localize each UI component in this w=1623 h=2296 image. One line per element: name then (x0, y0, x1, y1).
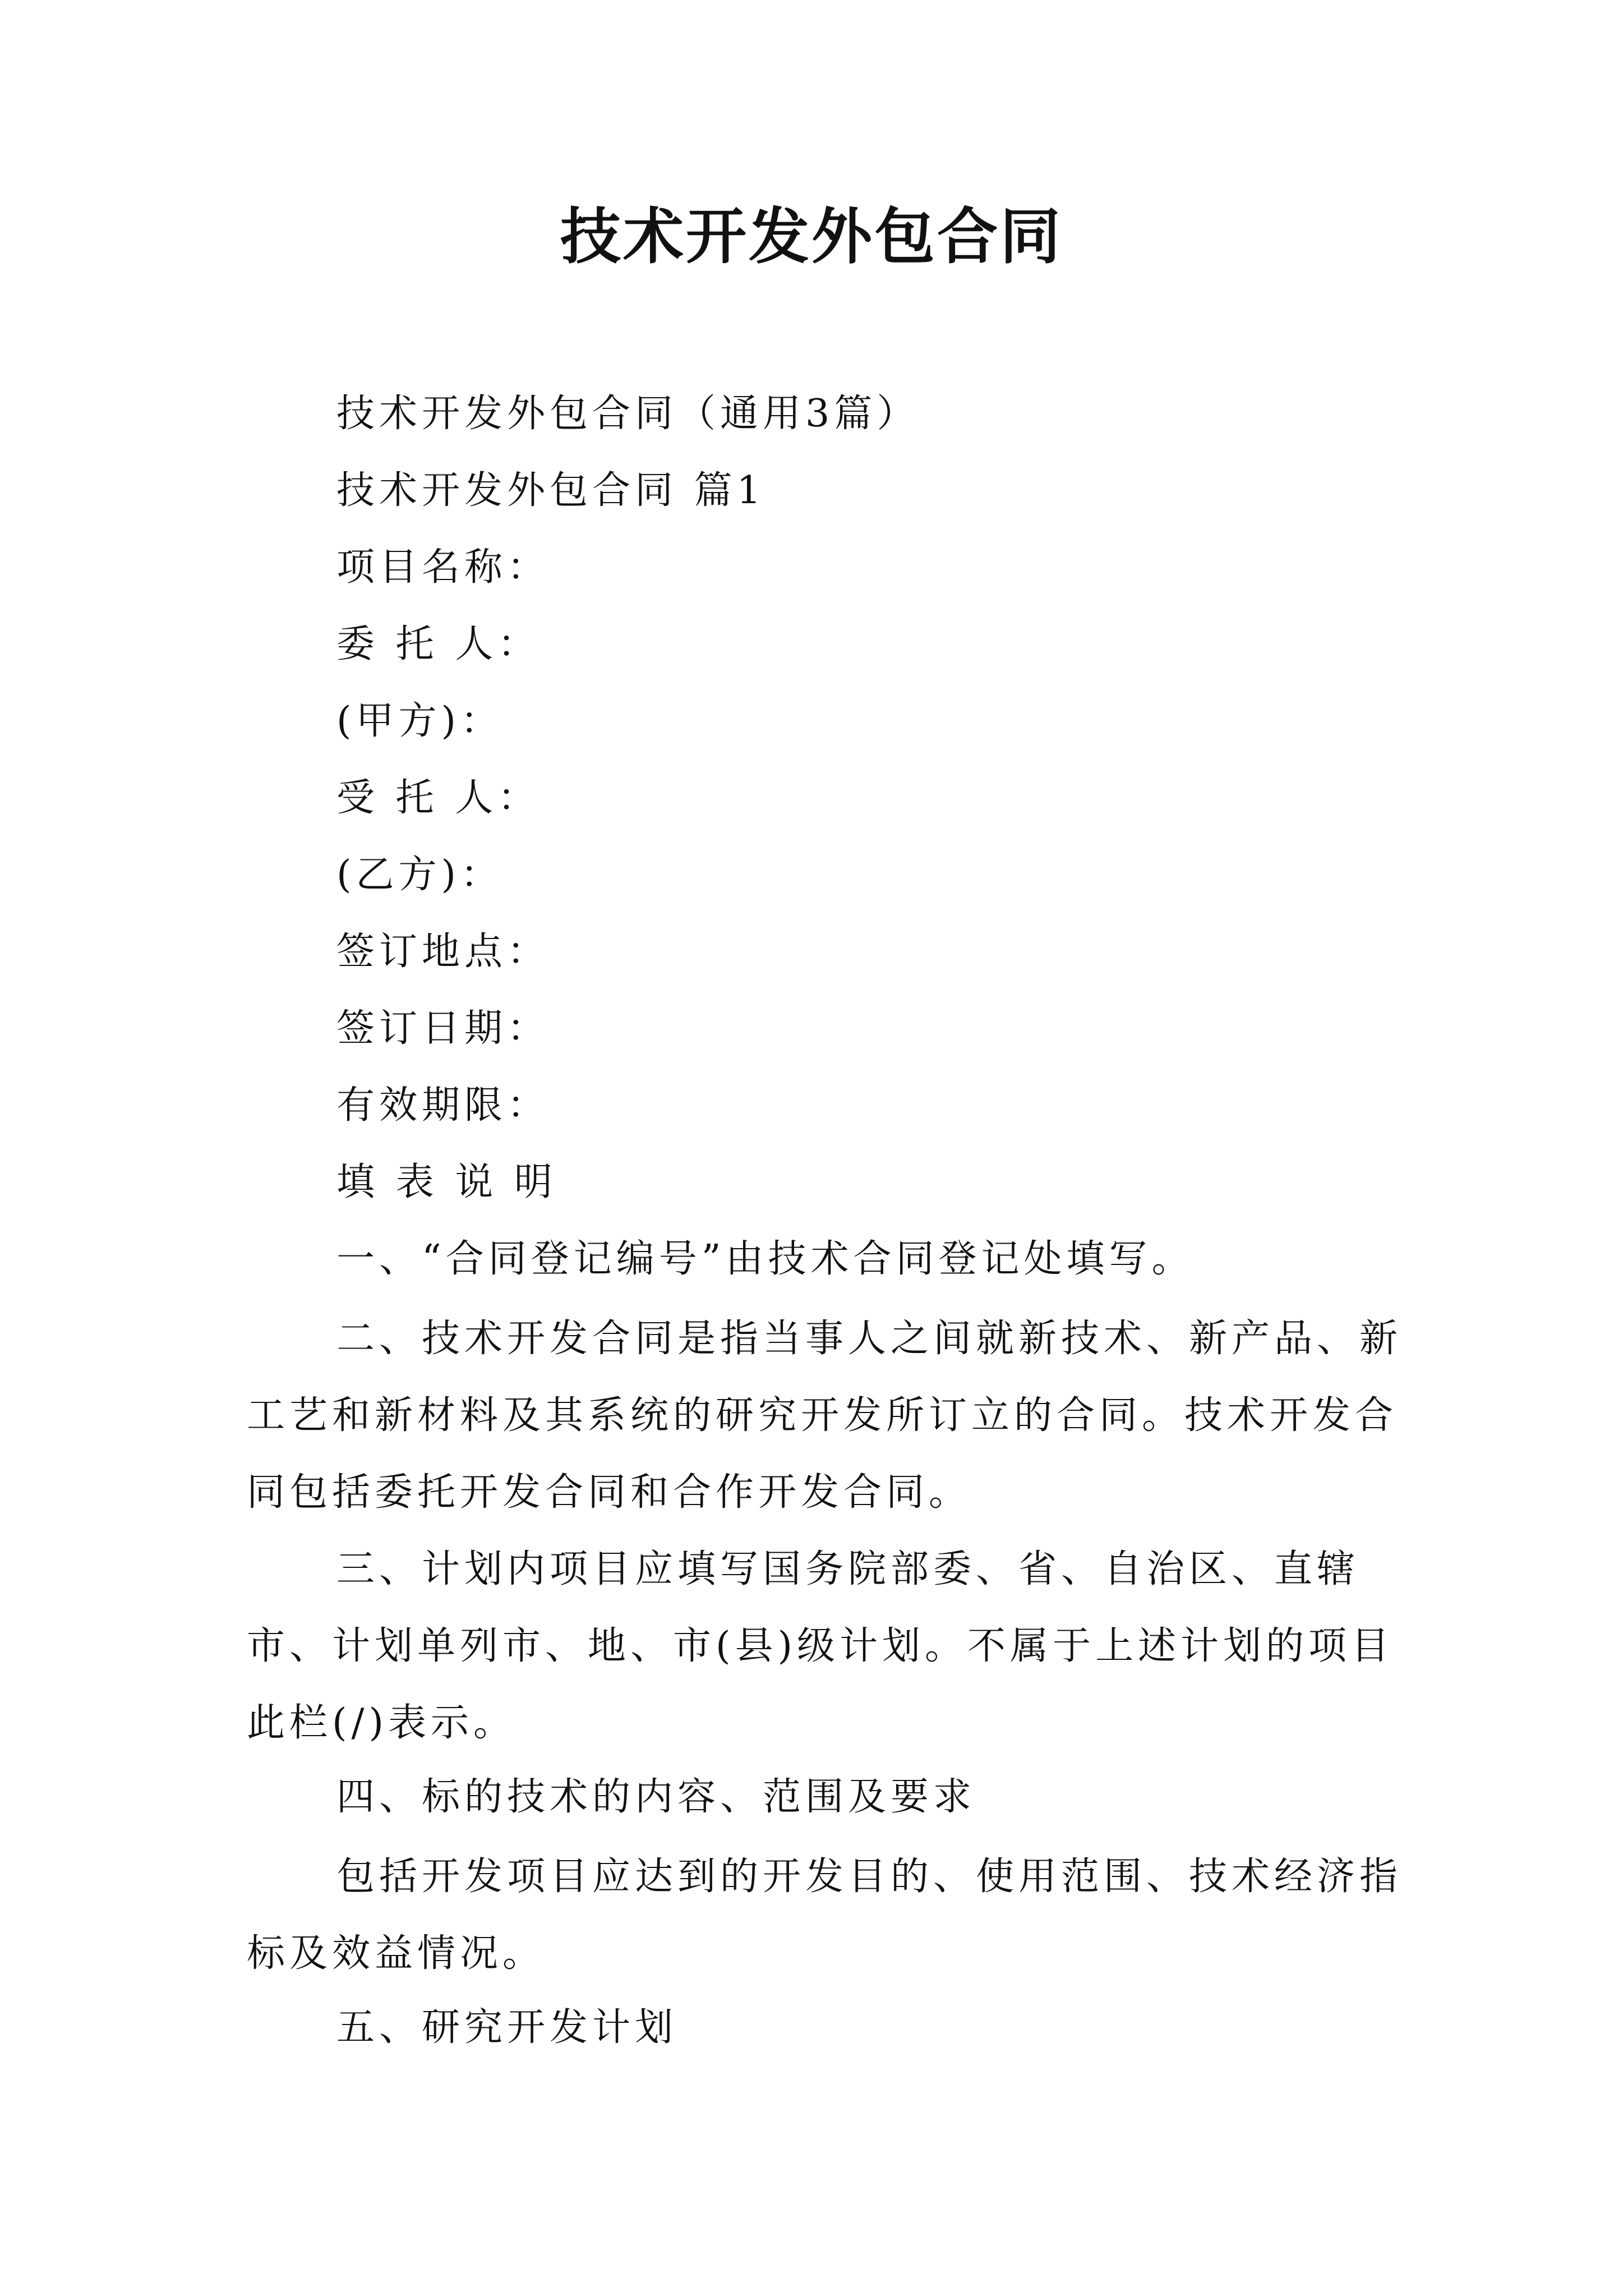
field-project-name: 项目名称： (336, 545, 550, 590)
field-contractor: 受 托 人： (336, 776, 541, 820)
field-party-b: (乙方)： (336, 853, 504, 897)
instruction-item-2: 二、技术开发合同是指当事人之间就新技术、新产品、新工艺和新材料及其系统的研究开发所订立的合同。技术开发合同包括委托开发合同和合作开发合同。 (247, 1317, 1403, 1515)
section-heading: 技术开发外包合同 篇1 (336, 468, 766, 513)
instruction-item-5: 五、研究开发计划 (336, 2005, 678, 2050)
field-party-a: (甲方)： (336, 699, 504, 743)
document-subtitle: 技术开发外包合同（通用3篇） (336, 392, 920, 436)
instruction-item-4-detail: 包括开发项目应达到的开发目的、使用范围、技术经济指标及效益情况。 (247, 1855, 1403, 1976)
field-validity: 有效期限： (336, 1083, 550, 1128)
instructions-heading: 填 表 说 明 (336, 1160, 557, 1204)
field-client: 委 托 人： (336, 622, 541, 666)
instruction-item-1: 一、“合同登记编号”由技术合同登记处填写。 (336, 1237, 1195, 1281)
instruction-item-4: 四、标的技术的内容、范围及要求 (336, 1775, 976, 1819)
document-title: 技术开发外包合同 (560, 201, 1063, 272)
instruction-item-3: 三、计划内项目应填写国务院部委、省、自治区、直辖市、计划单列市、地、市(县)级计划。不属于上述计划的项目此栏(/)表示。 (247, 1547, 1394, 1745)
field-signing-date: 签订日期： (336, 1006, 550, 1051)
field-signing-place: 签订地点： (336, 930, 550, 974)
